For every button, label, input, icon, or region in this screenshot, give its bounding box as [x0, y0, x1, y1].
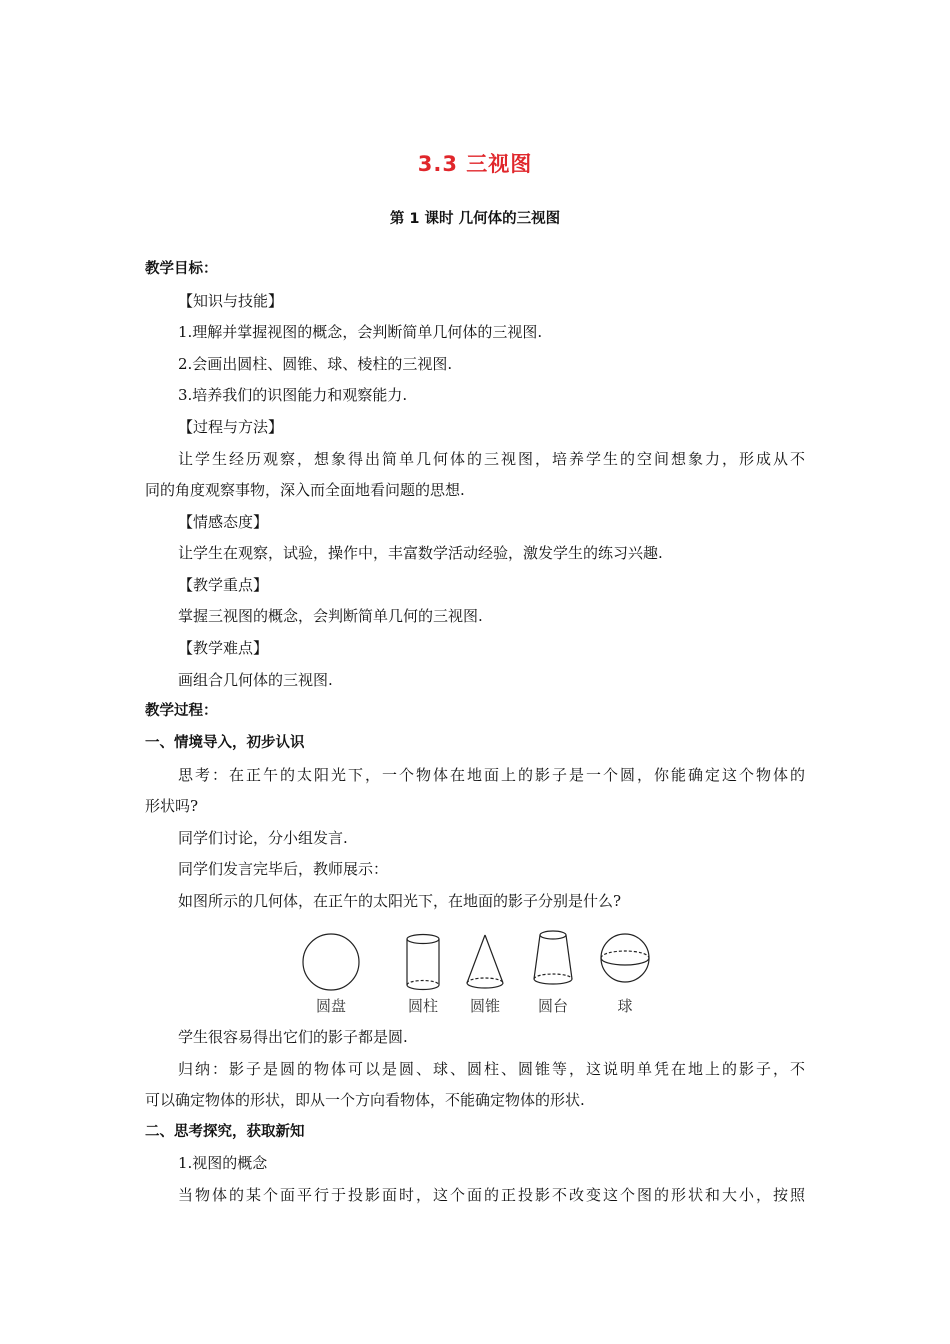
disc-shape — [303, 934, 359, 990]
discussion-text: 同学们讨论，分小组发言. — [178, 829, 348, 847]
think-question-1: 思考：在正午的太阳光下，一个物体在地面上的影子是一个圆，你能确定这个物体的 — [178, 766, 805, 784]
frustum-shape — [534, 931, 572, 984]
heading-part-1: 一、情境导入，初步认识 — [145, 735, 305, 751]
label-sphere: 球 — [617, 997, 633, 1015]
objective-3: 3.培养我们的识图能力和观察能力. — [178, 386, 408, 404]
page-title: 3.3 三视图 — [417, 152, 533, 176]
lesson-subtitle: 第 1 课时 几何体的三视图 — [389, 211, 561, 227]
heading-part-2: 二、思考探究，获取新知 — [145, 1124, 305, 1140]
label-disc: 圆盘 — [315, 997, 347, 1015]
think-question-2: 形状吗? — [145, 797, 199, 815]
teacher-show-text: 同学们发言完毕后，教师展示： — [178, 860, 389, 878]
view-concept-heading: 1.视图的概念 — [178, 1154, 268, 1172]
process-method-text-1: 让学生经历观察，想象得出简单几何体的三视图，培养学生的空间想象力，形成从不 — [178, 450, 805, 468]
sphere-shape — [601, 934, 649, 982]
key-points-text: 掌握三视图的概念，会判断简单几何的三视图. — [178, 607, 483, 625]
section-process-method: 【过程与方法】 — [178, 418, 284, 436]
label-cone: 圆锥 — [469, 997, 501, 1015]
section-emotional-attitude: 【情感态度】 — [178, 513, 269, 531]
section-difficult-points: 【教学难点】 — [178, 639, 269, 657]
cone-shape — [467, 935, 503, 988]
label-frustum: 圆台 — [537, 997, 569, 1015]
emotional-attitude-text: 让学生在观察，试验，操作中，丰富数学活动经验，激发学生的练习兴趣. — [178, 544, 663, 562]
process-method-text-2: 同的角度观察事物，深入而全面地看问题的思想. — [145, 481, 465, 499]
label-cylinder: 圆柱 — [407, 997, 439, 1015]
section-key-points: 【教学重点】 — [178, 576, 269, 594]
student-answer-text: 学生很容易得出它们的影子都是圆. — [178, 1028, 408, 1046]
view-concept-text: 当物体的某个面平行于投影面时，这个面的正投影不改变这个图的形状和大小，按照 — [178, 1186, 805, 1204]
objective-2: 2.会画出圆柱、圆锥、球、棱柱的三视图. — [178, 355, 453, 373]
summary-text-2: 可以确定物体的形状，即从一个方向看物体，不能确定物体的形状. — [145, 1091, 585, 1109]
section-knowledge-skills: 【知识与技能】 — [178, 292, 284, 310]
heading-teaching-process: 教学过程： — [145, 703, 218, 719]
heading-teaching-objectives: 教学目标： — [145, 261, 218, 277]
cylinder-shape — [407, 935, 439, 990]
solids-figure — [295, 925, 665, 1020]
objective-1: 1.理解并掌握视图的概念，会判断简单几何体的三视图. — [178, 323, 543, 341]
difficult-points-text: 画组合几何体的三视图. — [178, 671, 333, 689]
figure-question: 如图所示的几何体，在正午的太阳光下，在地面的影子分别是什么? — [178, 892, 622, 910]
summary-text-1: 归纳：影子是圆的物体可以是圆、球、圆柱、圆锥等，这说明单凭在地上的影子，不 — [178, 1060, 805, 1078]
